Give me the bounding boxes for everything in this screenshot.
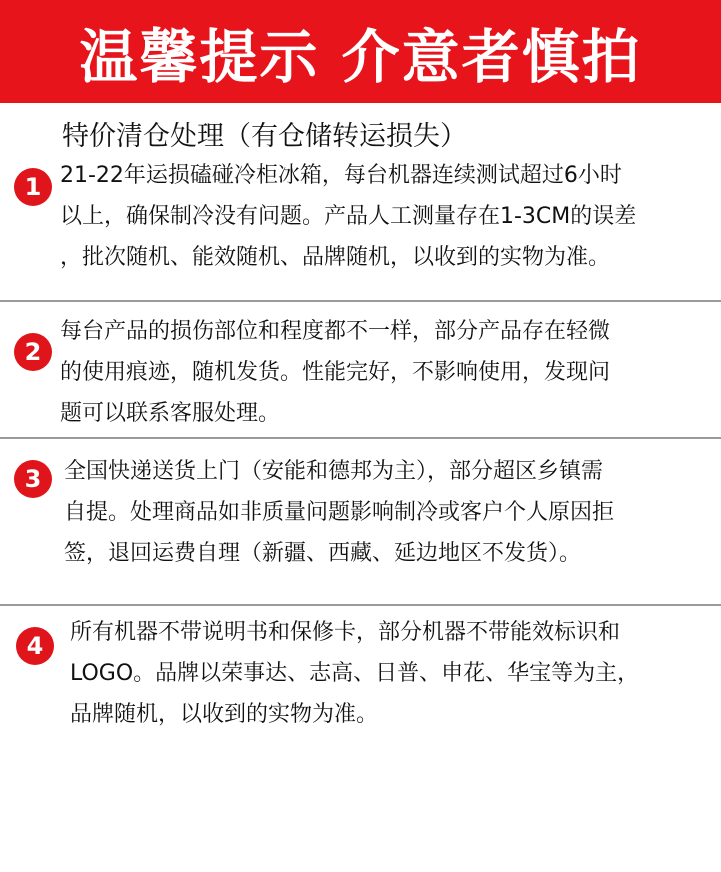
notice-item-4-text — [70, 612, 639, 735]
number-badge-2: 2 — [14, 333, 52, 371]
notice-item-line: 所有机器不带说明书和保修卡，部分机器不带能效标识和 — [70, 620, 621, 645]
notice-item-line: 签，退回运费自理（新疆、西藏、延边地区不发货）。 — [64, 541, 582, 566]
notice-item-line: 自提。处理商品如非质量问题影响制冷或客户个人原因拒 — [64, 500, 615, 525]
notice-item-line: 21-22年运损磕碰冷柜冰箱，每台机器连续测试超过6小时 — [60, 163, 622, 188]
notice-item-line: 以上，确保制冷没有问题。产品人工测量存在1-3CM的误差 — [60, 204, 637, 229]
page-subtitle: 特价清仓处理（有仓储转运损失） — [62, 121, 467, 152]
notice-item-2-text — [60, 311, 610, 434]
notice-item-line: 题可以联系客服处理。 — [60, 401, 281, 426]
banner-title: 温馨提示 介意者慎拍 — [79, 22, 642, 91]
notice-item-line: 品牌随机，以收到的实物为准。 — [70, 702, 379, 727]
number-badge-3: 3 — [14, 460, 52, 498]
number-badge-1: 1 — [14, 168, 52, 206]
notice-item-line: 全国快递送货上门（安能和德邦为主），部分超区乡镇需 — [64, 459, 604, 484]
notice-item-line: 的使用痕迹，随机发货。性能完好，不影响使用，发现问 — [60, 360, 611, 385]
notice-item-1-text — [60, 155, 636, 278]
warning-banner — [0, 0, 721, 103]
notice-item-3-text — [64, 451, 614, 574]
notice-item-line: ，批次随机、能效随机、品牌随机，以收到的实物为准。 — [60, 245, 611, 270]
number-badge-4: 4 — [16, 627, 54, 665]
notice-item-line: 每台产品的损伤部位和程度都不一样，部分产品存在轻微 — [60, 319, 611, 344]
section-divider — [0, 604, 721, 606]
notice-item-line: LOGO。品牌以荣事达、志高、日普、申花、华宝等为主， — [70, 661, 640, 686]
section-divider — [0, 300, 721, 302]
section-divider — [0, 437, 721, 439]
